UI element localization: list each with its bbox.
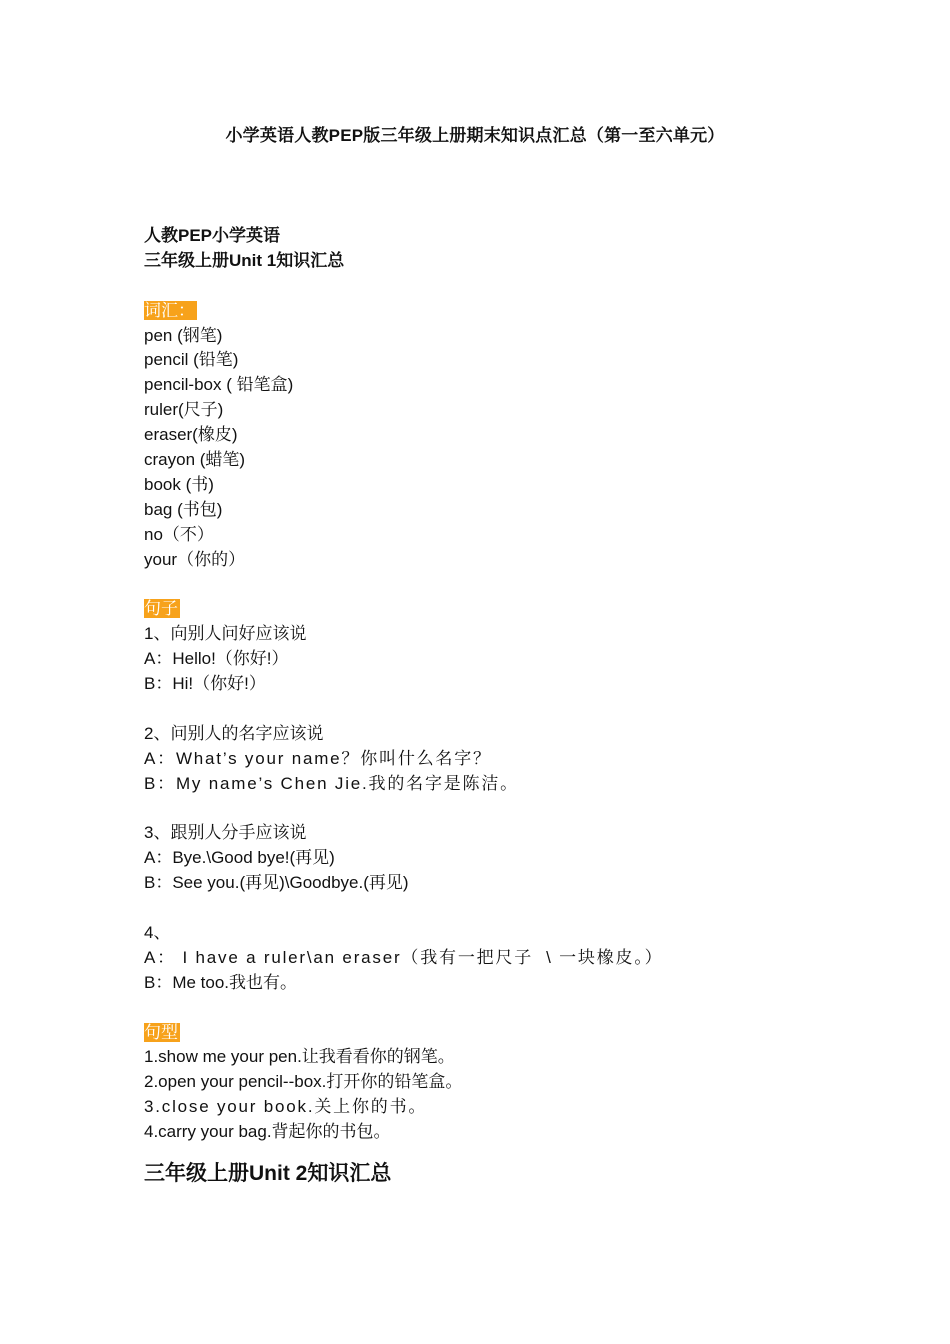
sentences-heading: 句子 [144, 599, 178, 619]
dialog-2 [144, 722, 844, 797]
spacer [144, 896, 844, 921]
patterns-heading: 句型 [144, 1022, 178, 1042]
pattern-item: 4.carry your bag.背起你的书包。 [144, 1122, 391, 1142]
spacer [144, 274, 844, 299]
dialog-3 [144, 821, 844, 896]
dialog-prompt: 1、向别人问好应该说 [144, 624, 307, 644]
spacer [144, 996, 844, 1021]
vocab-item: ruler(尺子) [144, 400, 224, 420]
vocab-heading: 词汇： [144, 300, 195, 320]
patterns-heading-line [144, 1021, 844, 1046]
pattern-item: 2.open your pencil--box.打开你的铅笔盒。 [144, 1072, 463, 1092]
dialog-line-b: B：Me too.我也有。 [144, 972, 298, 992]
spacer [144, 572, 844, 597]
pattern-item: 1.show me your pen.让我看看你的钢笔。 [144, 1047, 455, 1067]
dialog-line-b: B：Hi!（你好!） [144, 674, 266, 694]
unit1-heading: 三年级上册Unit 1知识汇总 [144, 250, 345, 270]
dialog-line-b: B：My name’s Chen Jie.我的名字是陈洁。 [144, 773, 519, 793]
dialog-prompt: 4、 [144, 922, 171, 942]
vocab-item: pencil-box ( 铅笔盒) [144, 375, 294, 395]
vocab-item: your（你的） [144, 549, 246, 569]
dialog-4 [144, 921, 844, 996]
dialog-line-a: A：What’s your name？你叫什么名字？ [144, 748, 492, 768]
sentences-heading-line [144, 597, 844, 622]
spacer [144, 796, 844, 821]
vocab-item: eraser(橡皮) [144, 425, 238, 445]
pattern-item: 3.close your book.关上你的书。 [144, 1097, 428, 1117]
vocab-list [144, 324, 844, 573]
dialog-line-a: A：Bye.\Good bye!(再见) [144, 848, 335, 868]
dialog-line-a: A：Hello!（你好!） [144, 649, 289, 669]
book-name: 人教PEP小学英语 [144, 226, 281, 245]
vocab-item: bag (书包) [144, 499, 223, 519]
vocab-heading-line [144, 299, 844, 324]
vocab-item: pencil (铅笔) [144, 350, 239, 370]
dialog-line-a: A： I have a ruler\an eraser（我有一把尺子 \ 一块橡皮。） [144, 947, 664, 967]
spacer [144, 697, 844, 722]
document-body [144, 224, 844, 1189]
document-title: 小学英语人教PEP版三年级上册期末知识点汇总（第一至六单元） [225, 126, 725, 145]
vocab-item: pen (钢笔) [144, 325, 223, 345]
dialog-prompt: 3、跟别人分手应该说 [144, 823, 307, 843]
unit2-heading: 三年级上册Unit 2知识汇总 [144, 1161, 392, 1185]
vocab-item: crayon (蜡笔) [144, 450, 246, 470]
dialog-line-b: B：See you.(再见)\Goodbye.(再见) [144, 873, 409, 893]
patterns-list [144, 1045, 844, 1145]
vocab-item: book (书) [144, 474, 214, 494]
vocab-item: no（不） [144, 524, 214, 544]
dialog-prompt: 2、问别人的名字应该说 [144, 723, 324, 743]
dialog-1 [144, 622, 844, 697]
